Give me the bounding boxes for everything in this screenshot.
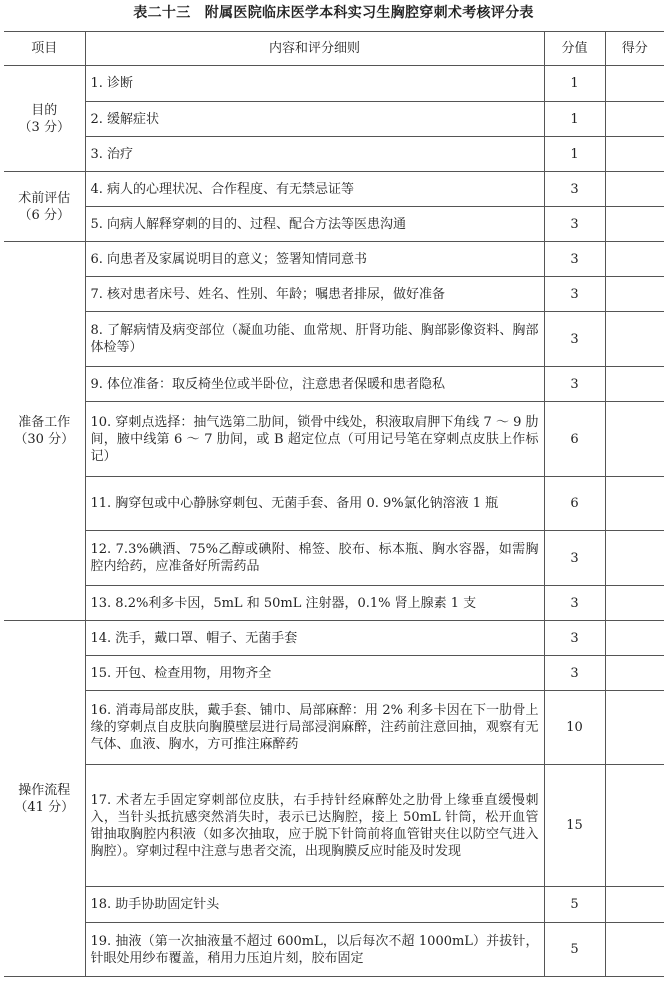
category-points: （6 分）: [18, 207, 70, 223]
item-text: 1. 诊断: [85, 66, 544, 102]
item-score: 10: [544, 691, 605, 765]
item-score: 3: [544, 531, 605, 586]
category-points: （3 分）: [18, 119, 70, 135]
item-text: 9. 体位准备：取反椅坐位或半卧位，注意患者保暖和患者隐私: [85, 367, 544, 402]
earned-score-cell[interactable]: [605, 656, 664, 691]
category-points: （30 分）: [14, 432, 75, 447]
item-score: 3: [544, 586, 605, 621]
item-score: 3: [544, 621, 605, 656]
table-row: [4, 621, 664, 656]
earned-score-cell[interactable]: [605, 923, 664, 977]
earned-score-cell[interactable]: [605, 477, 664, 531]
item-score: 6: [544, 477, 605, 531]
earned-score-cell[interactable]: [605, 531, 664, 586]
item-text: 10. 穿刺点选择：抽气选第二肋间，锁骨中线处，积液取肩胛下角线 7 ～ 9 肋间，腋中线第 6 ～ 7 肋间，或 B 超定位点（可用记号笔在穿刺点皮肤上作标记）: [85, 402, 544, 477]
table-row: [4, 765, 664, 887]
category-purpose: [4, 66, 85, 172]
item-text: 11. 胸穿包或中心静脉穿刺包、无菌手套、备用 0. 9%氯化钠溶液 1 瓶: [85, 477, 544, 531]
category-name: 操作流程: [18, 782, 71, 798]
category-preparation: [4, 242, 85, 621]
header-category: 项目: [4, 32, 85, 66]
category-name: 准备工作: [18, 415, 71, 430]
item-text: 4. 病人的心理状况、合作程度、有无禁忌证等: [85, 172, 544, 207]
table-row: [4, 172, 664, 207]
item-score: 3: [544, 207, 605, 242]
category-name: 目的: [31, 102, 58, 118]
item-text: 18. 助手协助固定针头: [85, 887, 544, 923]
earned-score-cell[interactable]: [605, 367, 664, 402]
earned-score-cell[interactable]: [605, 172, 664, 207]
table-row: [4, 477, 664, 531]
earned-score-cell[interactable]: [605, 242, 664, 277]
item-text: 12. 7.3%碘酒、75%乙醇或碘附、棉签、胶布、标本瓶、胸水容器，如需胸腔内给药，应准备好所需药品: [85, 531, 544, 586]
header-earned: 得分: [605, 32, 664, 66]
item-text: 16. 消毒局部皮肤，戴手套、铺巾、局部麻醉：用 2% 利多卡因在下一肋骨上缘的穿刺点自皮肤向胸膜壁层进行局部浸润麻醉，注药前注意回抽，观察有无气体、血液、胸水，方可推注麻醉药: [85, 691, 544, 765]
earned-score-cell[interactable]: [605, 277, 664, 312]
table-row: [4, 691, 664, 765]
item-text: 14. 洗手，戴口罩、帽子、无菌手套: [85, 621, 544, 656]
header-score: 分值: [544, 32, 605, 66]
item-text: 17. 术者左手固定穿刺部位皮肤，右手持针经麻醉处之肋骨上缘垂直缓慢刺入，当针头抵抗感突然消失时，表示已达胸腔，接上 50mL 针筒，松开血管钳抽取胸腔内积液（如多次抽取，应于脱下针筒前将血管钳夹住以防空气进入胸腔）。穿刺过程中注意与患者交流，出现胸膜反应时能及时发现: [85, 765, 544, 887]
table-row: [4, 531, 664, 586]
table-row: [4, 137, 664, 172]
item-text: 15. 开包、检查用物，用物齐全: [85, 656, 544, 691]
table-row: [4, 656, 664, 691]
earned-score-cell[interactable]: [605, 207, 664, 242]
item-score: 5: [544, 923, 605, 977]
item-text: 8. 了解病情及病变部位（凝血功能、血常规、肝肾功能、胸部影像资料、胸部体检等）: [85, 312, 544, 367]
table-row: [4, 66, 664, 102]
earned-score-cell[interactable]: [605, 66, 664, 102]
earned-score-cell[interactable]: [605, 887, 664, 923]
table-header-row: [4, 32, 664, 66]
earned-score-cell[interactable]: [605, 137, 664, 172]
category-procedure: [4, 621, 85, 977]
table-row: [4, 312, 664, 367]
category-assessment: [4, 172, 85, 242]
table-row: [4, 242, 664, 277]
header-content: 内容和评分细则: [85, 32, 544, 66]
table-row: [4, 402, 664, 477]
item-score: 1: [544, 66, 605, 102]
item-score: 3: [544, 277, 605, 312]
category-points: （41 分）: [14, 799, 75, 815]
category-name: 术前评估: [18, 190, 71, 206]
table-row: [4, 367, 664, 402]
item-score: 15: [544, 765, 605, 887]
earned-score-cell[interactable]: [605, 402, 664, 477]
item-score: 3: [544, 367, 605, 402]
item-text: 3. 治疗: [85, 137, 544, 172]
item-text: 2. 缓解症状: [85, 102, 544, 137]
page-title: 表二十三 附属医院临床医学本科实习生胸腔穿刺术考核评分表: [133, 5, 534, 21]
earned-score-cell[interactable]: [605, 102, 664, 137]
earned-score-cell[interactable]: [605, 312, 664, 367]
earned-score-cell[interactable]: [605, 621, 664, 656]
table-row: [4, 586, 664, 621]
item-score: 5: [544, 887, 605, 923]
item-score: 1: [544, 102, 605, 137]
item-text: 19. 抽液（第一次抽液量不超过 600mL，以后每次不超 1000mL）并拔针，针眼处用纱布覆盖，稍用力压迫片刻，胶布固定: [85, 923, 544, 977]
item-score: 3: [544, 242, 605, 277]
earned-score-cell[interactable]: [605, 586, 664, 621]
table-row: [4, 923, 664, 977]
table-row: [4, 277, 664, 312]
table-row: [4, 207, 664, 242]
item-text: 6. 向患者及家属说明目的意义；签署知情同意书: [85, 242, 544, 277]
item-score: 1: [544, 137, 605, 172]
item-score: 3: [544, 656, 605, 691]
item-text: 13. 8.2%利多卡因，5mL 和 50mL 注射器，0.1% 肾上腺素 1 支: [85, 586, 544, 621]
earned-score-cell[interactable]: [605, 691, 664, 765]
table-row: [4, 887, 664, 923]
item-text: 5. 向病人解释穿刺的目的、过程、配合方法等医患沟通: [85, 207, 544, 242]
scoring-table: [4, 31, 664, 977]
table-row: [4, 102, 664, 137]
item-score: 3: [544, 312, 605, 367]
item-score: 3: [544, 172, 605, 207]
item-score: 6: [544, 402, 605, 477]
earned-score-cell[interactable]: [605, 765, 664, 887]
item-text: 7. 核对患者床号、姓名、性别、年龄；嘱患者排尿，做好准备: [85, 277, 544, 312]
